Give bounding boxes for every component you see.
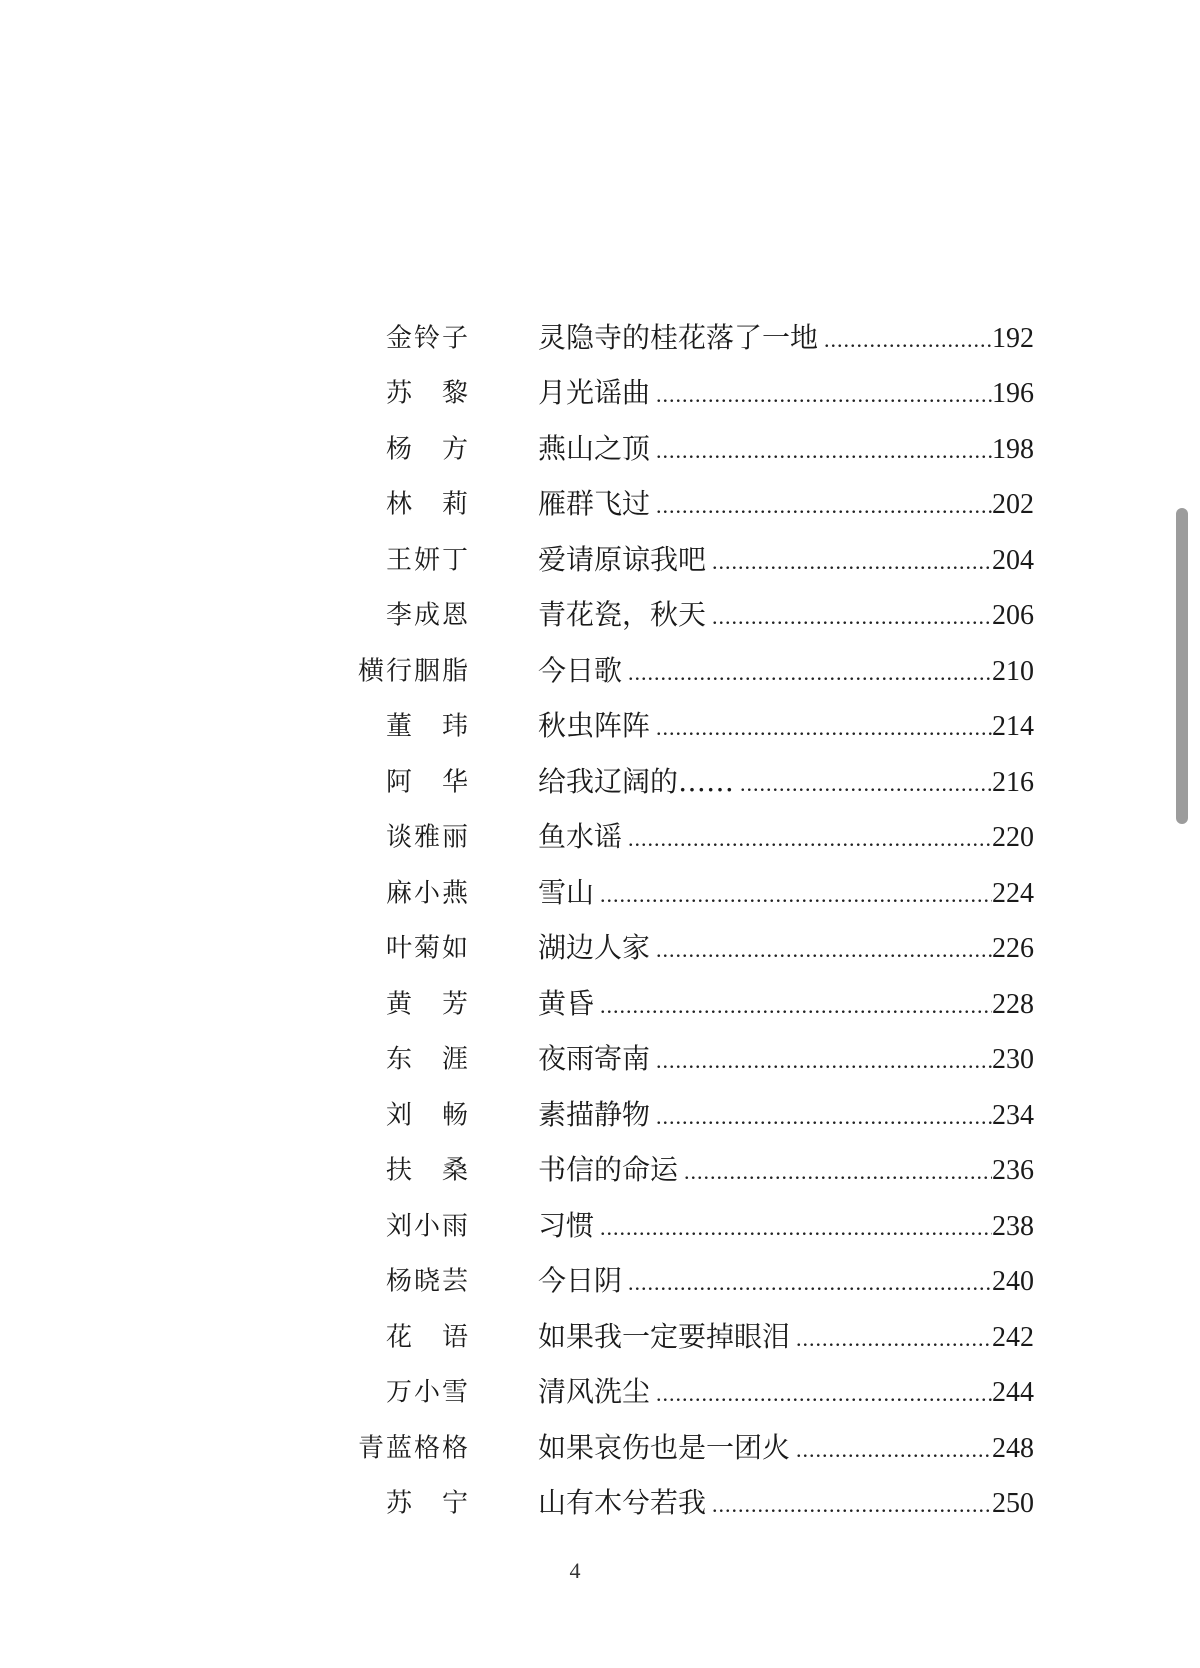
toc-author: 青蓝格格 [357,1433,470,1464]
toc-author: 花 语 [385,1322,470,1353]
dot-leader [656,495,992,517]
toc-author: 刘小雨 [385,1211,470,1242]
toc-page-number: 220 [992,822,1034,854]
toc-title: 月光谣曲 [538,376,651,410]
toc-page-number: 202 [992,489,1034,521]
toc-title: 今日阴 [538,1264,623,1298]
toc-author: 黄 芳 [385,989,470,1020]
toc-entry[interactable] [0,697,1200,753]
toc-entry[interactable] [0,1141,1200,1197]
toc-entry-link[interactable] [538,871,1034,911]
toc-entry-link[interactable] [538,760,1034,800]
toc-author: 杨 方 [385,434,470,465]
toc-page-number: 234 [992,1099,1034,1131]
toc-entry[interactable] [0,308,1200,364]
toc-page-number: 224 [992,877,1034,909]
toc-title: 秋虫阵阵 [538,709,651,743]
toc-entry-link[interactable] [538,1259,1034,1299]
toc-entry-link[interactable] [538,1204,1034,1244]
toc-title: 鱼水谣 [538,820,623,854]
toc-author: 万小雪 [385,1377,470,1408]
toc-entry[interactable] [0,419,1200,475]
toc-title: 如果我一定要掉眼泪 [538,1319,791,1353]
dot-leader [824,329,992,351]
toc-entry-link[interactable] [538,1315,1034,1355]
toc-author: 杨晓芸 [385,1266,470,1297]
toc-entry[interactable] [0,1474,1200,1530]
toc-page-number: 196 [992,378,1034,410]
dot-leader [656,717,992,739]
toc-page-number: 238 [992,1210,1034,1242]
toc-entry-link[interactable] [538,926,1034,966]
toc-page-number: 204 [992,544,1034,576]
dot-leader [712,551,992,573]
toc-author: 麻小燕 [385,878,470,909]
dot-leader [656,1106,992,1128]
toc-entry[interactable] [0,808,1200,864]
toc-author: 苏 宁 [385,1488,470,1519]
toc-page-number: 216 [992,766,1034,798]
toc-entry[interactable] [0,364,1200,420]
toc-title: 素描静物 [538,1097,651,1131]
toc-page-number: 236 [992,1155,1034,1187]
toc-page-number: 250 [992,1488,1034,1520]
toc-author: 扶 桑 [385,1155,470,1186]
toc-entry[interactable] [0,974,1200,1030]
toc-author: 李成恩 [385,600,470,631]
dot-leader [796,1328,992,1350]
toc-title: 习惯 [538,1208,595,1242]
vertical-scrollbar[interactable] [1176,508,1188,824]
toc-entry[interactable] [0,641,1200,697]
dot-leader [656,384,992,406]
toc-entry-link[interactable] [538,1426,1034,1466]
dot-leader [628,1272,992,1294]
toc-author: 刘 畅 [385,1100,470,1131]
dot-leader [600,1217,992,1239]
dot-leader [656,1383,992,1405]
toc-title: 爱请原谅我吧 [538,542,707,576]
toc-page-number: 206 [992,600,1034,632]
toc-page-number: 242 [992,1321,1034,1353]
toc-entry-link[interactable] [538,1370,1034,1410]
toc-page-number: 230 [992,1044,1034,1076]
toc-entry-link[interactable] [538,982,1034,1022]
dot-leader [600,995,992,1017]
toc-entry-link[interactable] [538,427,1034,467]
toc-author: 东 涯 [385,1044,470,1075]
toc-author: 叶菊如 [385,933,470,964]
toc-title: 雁群飞过 [538,487,651,521]
dot-leader [628,828,992,850]
toc-page-number: 198 [992,433,1034,465]
toc-entry-link[interactable] [538,649,1034,689]
toc-title: 给我辽阔的…… [538,764,735,798]
dot-leader [628,662,992,684]
table-of-contents [0,308,1200,1529]
toc-title: 书信的命运 [538,1153,679,1187]
toc-entry-link[interactable] [538,1037,1034,1077]
dot-leader [740,773,992,795]
toc-entry[interactable] [0,530,1200,586]
toc-page-number: 214 [992,711,1034,743]
toc-entry[interactable] [0,586,1200,642]
toc-title: 燕山之顶 [538,431,651,465]
toc-author: 王妍丁 [385,545,470,576]
toc-entry[interactable] [0,1196,1200,1252]
dot-leader [684,1161,992,1183]
toc-author: 谈雅丽 [385,822,470,853]
toc-entry-link[interactable] [538,815,1034,855]
toc-title: 夜雨寄南 [538,1042,651,1076]
toc-entry[interactable] [0,1252,1200,1308]
dot-leader [600,884,992,906]
page-number: 4 [569,1558,581,1583]
toc-entry[interactable] [0,1363,1200,1419]
toc-author: 横行胭脂 [357,656,470,687]
dot-leader [712,606,992,628]
toc-entry-link[interactable] [538,1481,1034,1521]
toc-entry[interactable] [0,1085,1200,1141]
toc-entry-link[interactable] [538,1148,1034,1188]
toc-author: 林 莉 [385,489,470,520]
toc-entry-link[interactable] [538,482,1034,522]
toc-page-number: 192 [992,322,1034,354]
toc-title: 清风洗尘 [538,1375,651,1409]
toc-author: 阿 华 [385,767,470,798]
dot-leader [796,1439,992,1461]
dot-leader [712,1494,992,1516]
toc-entry[interactable] [0,863,1200,919]
toc-entry-link[interactable] [538,316,1034,356]
toc-author: 金铃子 [385,323,470,354]
toc-entry-link[interactable] [538,593,1034,633]
toc-page-number: 244 [992,1377,1034,1409]
toc-title: 如果哀伤也是一团火 [538,1430,791,1464]
dot-leader [656,939,992,961]
toc-page-number: 210 [992,655,1034,687]
toc-entry-link[interactable] [538,371,1034,411]
toc-entry[interactable] [0,475,1200,531]
toc-title: 黄昏 [538,986,595,1020]
toc-entry[interactable] [0,1418,1200,1474]
toc-entry[interactable] [0,752,1200,808]
toc-entry[interactable] [0,1030,1200,1086]
toc-entry-link[interactable] [538,1093,1034,1133]
toc-entry-link[interactable] [538,704,1034,744]
toc-title: 雪山 [538,875,595,909]
toc-entry[interactable] [0,919,1200,975]
toc-page-number: 228 [992,988,1034,1020]
toc-entry-link[interactable] [538,538,1034,578]
toc-author: 董 玮 [385,711,470,742]
toc-title: 山有木兮若我 [538,1486,707,1520]
toc-title: 湖边人家 [538,931,651,965]
toc-title: 青花瓷，秋天 [538,598,707,632]
dot-leader [656,1050,992,1072]
toc-title: 今日歌 [538,653,623,687]
toc-page-number: 248 [992,1432,1034,1464]
toc-author: 苏 黎 [385,378,470,409]
dot-leader [656,440,992,462]
toc-entry[interactable] [0,1307,1200,1363]
toc-page-number: 240 [992,1266,1034,1298]
toc-title: 灵隐寺的桂花落了一地 [538,320,819,354]
toc-page-number: 226 [992,933,1034,965]
